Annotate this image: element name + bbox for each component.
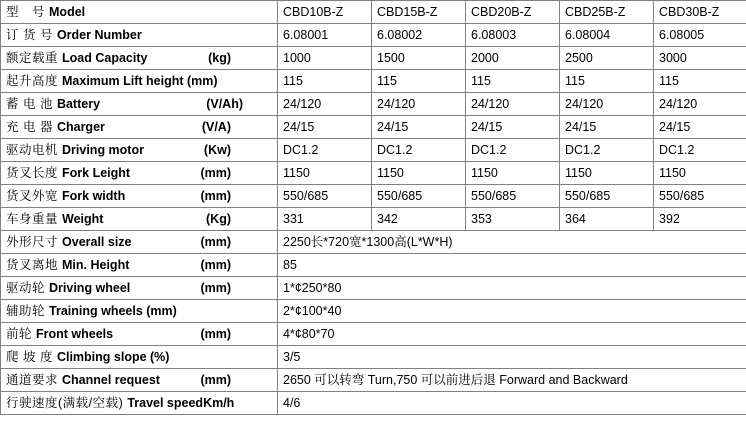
row-label-en: Order Number — [56, 28, 142, 42]
value-cell — [372, 162, 466, 185]
row-label-unit: (Kw) — [203, 143, 231, 157]
value-cell — [654, 93, 746, 116]
value-text: 392 — [659, 212, 680, 226]
value-cell — [466, 70, 560, 93]
value-cell — [654, 162, 746, 185]
row-label-cn: 货叉长度 — [6, 166, 59, 180]
row-label-unit: (mm) — [200, 235, 231, 249]
value-text: 115 — [659, 74, 679, 88]
value-cell — [560, 185, 654, 208]
row-label-cn: 蓄 电 池 — [6, 97, 53, 111]
row-label-en: Maximum Lift height (mm) — [62, 74, 218, 88]
value-text: CBD10B-Z — [283, 5, 344, 19]
value-cell — [278, 1, 372, 24]
value-cell — [278, 139, 372, 162]
row-label-cn: 充 电 器 — [6, 120, 53, 134]
row-label-cell — [1, 24, 278, 47]
value-cell — [372, 116, 466, 139]
row-label-cell — [1, 139, 278, 162]
value-text: DC1.2 — [283, 143, 319, 157]
value-text: 1150 — [471, 166, 498, 180]
value-text: 24/120 — [659, 97, 698, 111]
value-text: 6.08005 — [659, 28, 705, 42]
value-text: 331 — [283, 212, 304, 226]
value-text: 24/120 — [565, 97, 604, 111]
table-row — [1, 185, 746, 208]
row-label-cn: 驱动轮 — [6, 281, 46, 295]
row-label-cell — [1, 300, 278, 323]
value-cell — [278, 369, 746, 392]
row-label-cell — [1, 1, 278, 24]
value-text: 6.08004 — [565, 28, 611, 42]
value-text: DC1.2 — [659, 143, 695, 157]
row-label-unit: (mm) — [200, 327, 231, 341]
value-cell — [654, 70, 746, 93]
value-cell — [560, 1, 654, 24]
row-label-en: Channel request — [62, 373, 160, 387]
value-text: 115 — [283, 74, 303, 88]
value-text: 2250长*720宽*1300高(L*W*H) — [283, 235, 453, 249]
row-label-cn: 前轮 — [6, 327, 33, 341]
value-text: 1150 — [283, 166, 310, 180]
value-text: 115 — [471, 74, 491, 88]
row-label-cn: 额定载重 — [6, 51, 59, 65]
value-cell — [466, 1, 560, 24]
value-cell — [560, 162, 654, 185]
row-label-cn: 通道要求 — [6, 373, 59, 387]
row-label-cn: 驱动电机 — [6, 143, 59, 157]
table-row — [1, 24, 746, 47]
row-label-cell — [1, 185, 278, 208]
value-cell — [560, 139, 654, 162]
value-text: 2000 — [471, 51, 499, 65]
row-label-unit: (kg) — [208, 51, 231, 65]
value-cell — [372, 24, 466, 47]
row-label-cell — [1, 47, 278, 70]
value-cell — [466, 139, 560, 162]
value-cell — [654, 1, 746, 24]
value-text: 24/15 — [659, 120, 691, 134]
row-label-cell — [1, 70, 278, 93]
table-row — [1, 139, 746, 162]
row-label-en: Front wheels — [36, 327, 114, 341]
table-row — [1, 346, 746, 369]
value-cell — [466, 185, 560, 208]
value-text: 550/685 — [283, 189, 329, 203]
row-label-cn: 爬 坡 度 — [6, 350, 53, 364]
row-label-cell — [1, 231, 278, 254]
value-text: 115 — [565, 74, 585, 88]
value-cell — [466, 162, 560, 185]
row-label-cn: 辅助轮 — [6, 304, 46, 318]
table-row — [1, 231, 746, 254]
value-cell — [278, 392, 746, 415]
table-row — [1, 1, 746, 24]
value-cell — [654, 208, 746, 231]
row-label-en: Weight — [62, 212, 104, 226]
row-label-unit: (mm) — [200, 373, 231, 387]
table-row — [1, 162, 746, 185]
value-cell — [278, 231, 746, 254]
value-cell — [278, 346, 746, 369]
row-label-cell — [1, 369, 278, 392]
value-text: 1*¢250*80 — [283, 281, 342, 295]
value-cell — [560, 208, 654, 231]
value-cell — [372, 185, 466, 208]
row-label-cell — [1, 392, 278, 415]
value-text: 550/685 — [471, 189, 517, 203]
value-text: 2*¢100*40 — [283, 304, 342, 318]
value-cell — [372, 1, 466, 24]
value-cell — [466, 47, 560, 70]
table-row — [1, 392, 746, 415]
row-label-cn: 订 货 号 — [6, 28, 53, 42]
table-row — [1, 323, 746, 346]
row-label-en: Load Capacity — [62, 51, 148, 65]
table-row — [1, 277, 746, 300]
value-cell — [372, 70, 466, 93]
value-cell — [278, 185, 372, 208]
value-text: 85 — [283, 258, 297, 272]
value-text: 24/120 — [377, 97, 416, 111]
row-label-en: Driving motor — [62, 143, 144, 157]
row-label-en: Training wheels (mm) — [49, 304, 177, 318]
value-cell — [466, 208, 560, 231]
value-cell — [278, 323, 746, 346]
value-text: 24/15 — [283, 120, 315, 134]
row-label-cn: 行驶速度(满载/空载) — [6, 396, 124, 410]
row-label-en: Overall size — [62, 235, 132, 249]
value-text: 550/685 — [377, 189, 423, 203]
value-cell — [654, 116, 746, 139]
value-text: 550/685 — [565, 189, 611, 203]
table-row — [1, 93, 746, 116]
value-text: CBD20B-Z — [471, 5, 532, 19]
value-text: CBD25B-Z — [565, 5, 626, 19]
table-row — [1, 70, 746, 93]
row-label-unit: (mm) — [200, 189, 231, 203]
value-text: 3/5 — [283, 350, 301, 364]
value-text: 1150 — [659, 166, 686, 180]
value-cell — [560, 116, 654, 139]
table-row — [1, 116, 746, 139]
value-text: CBD15B-Z — [377, 5, 438, 19]
row-label-cn: 外形尺寸 — [6, 235, 59, 249]
row-label-cell — [1, 116, 278, 139]
value-text: 364 — [565, 212, 586, 226]
value-text: 3000 — [659, 51, 687, 65]
table-body — [1, 1, 746, 415]
value-cell — [278, 162, 372, 185]
value-text: 353 — [471, 212, 492, 226]
value-cell — [278, 300, 746, 323]
value-text: DC1.2 — [565, 143, 601, 157]
value-cell — [278, 24, 372, 47]
row-label-en: Battery — [56, 97, 101, 111]
row-label-cn: 货叉外宽 — [6, 189, 59, 203]
row-label-unit: (mm) — [200, 281, 231, 295]
value-cell — [654, 47, 746, 70]
value-cell — [372, 139, 466, 162]
value-cell — [466, 24, 560, 47]
value-text: 1500 — [377, 51, 405, 65]
row-label-en: Fork width — [62, 189, 126, 203]
value-cell — [654, 24, 746, 47]
value-text: 1150 — [565, 166, 592, 180]
row-label-unit: (V/A) — [201, 120, 231, 134]
value-text: 2500 — [565, 51, 593, 65]
row-label-en: Climbing slope (%) — [56, 350, 170, 364]
value-cell — [372, 93, 466, 116]
row-label-cell — [1, 208, 278, 231]
value-cell — [278, 93, 372, 116]
value-cell — [560, 70, 654, 93]
value-text: 24/15 — [377, 120, 409, 134]
value-text: DC1.2 — [377, 143, 413, 157]
value-cell — [278, 70, 372, 93]
row-label-cell — [1, 323, 278, 346]
value-text: 24/15 — [471, 120, 503, 134]
value-cell — [466, 93, 560, 116]
value-text: 550/685 — [659, 189, 705, 203]
value-cell — [372, 208, 466, 231]
value-cell — [560, 93, 654, 116]
value-cell — [278, 254, 746, 277]
value-cell — [560, 47, 654, 70]
table-row — [1, 369, 746, 392]
row-label-unit: (Kg) — [206, 212, 231, 226]
value-cell — [654, 139, 746, 162]
value-text: 2650 可以转弯 Turn,750 可以前进后退 Forward and Backward — [283, 373, 628, 387]
value-cell — [654, 185, 746, 208]
row-label-cell — [1, 346, 278, 369]
table-row — [1, 254, 746, 277]
value-cell — [278, 208, 372, 231]
value-text: 24/120 — [283, 97, 322, 111]
row-label-cell — [1, 93, 278, 116]
table-row — [1, 47, 746, 70]
value-text: 6.08003 — [471, 28, 517, 42]
value-cell — [278, 47, 372, 70]
row-label-en: Model — [49, 5, 86, 19]
value-text: 115 — [377, 74, 397, 88]
row-label-en: Driving wheel — [49, 281, 131, 295]
value-text: 6.08001 — [283, 28, 329, 42]
row-label-cell — [1, 162, 278, 185]
value-cell — [560, 24, 654, 47]
row-label-en: Charger — [56, 120, 105, 134]
value-text: 6.08002 — [377, 28, 423, 42]
value-text: 1150 — [377, 166, 404, 180]
row-label-cell — [1, 254, 278, 277]
value-text: 4*¢80*70 — [283, 327, 335, 341]
row-label-en: Fork Leight — [62, 166, 131, 180]
row-label-cell — [1, 277, 278, 300]
row-label-unit: (mm) — [200, 166, 231, 180]
value-text: 1000 — [283, 51, 311, 65]
table-row — [1, 300, 746, 323]
value-text: 4/6 — [283, 396, 301, 410]
value-text: CBD30B-Z — [659, 5, 720, 19]
row-label-cn: 起升高度 — [6, 74, 59, 88]
value-text: 342 — [377, 212, 398, 226]
table-row — [1, 208, 746, 231]
row-label-unit: (mm) — [200, 258, 231, 272]
value-cell — [466, 116, 560, 139]
row-label-cn: 车身重量 — [6, 212, 59, 226]
value-text: 24/15 — [565, 120, 597, 134]
value-text: 24/120 — [471, 97, 510, 111]
value-cell — [278, 277, 746, 300]
row-label-unit: (V/Ah) — [206, 97, 243, 111]
row-label-cn: 货叉离地 — [6, 258, 59, 272]
row-label-en: Travel speed — [127, 396, 204, 410]
row-label-en: Min. Height — [62, 258, 130, 272]
value-text: DC1.2 — [471, 143, 507, 157]
value-cell — [278, 116, 372, 139]
row-label-unit: Km/h — [203, 396, 235, 410]
row-label-cn: 型 号 — [6, 5, 46, 19]
value-cell — [372, 47, 466, 70]
